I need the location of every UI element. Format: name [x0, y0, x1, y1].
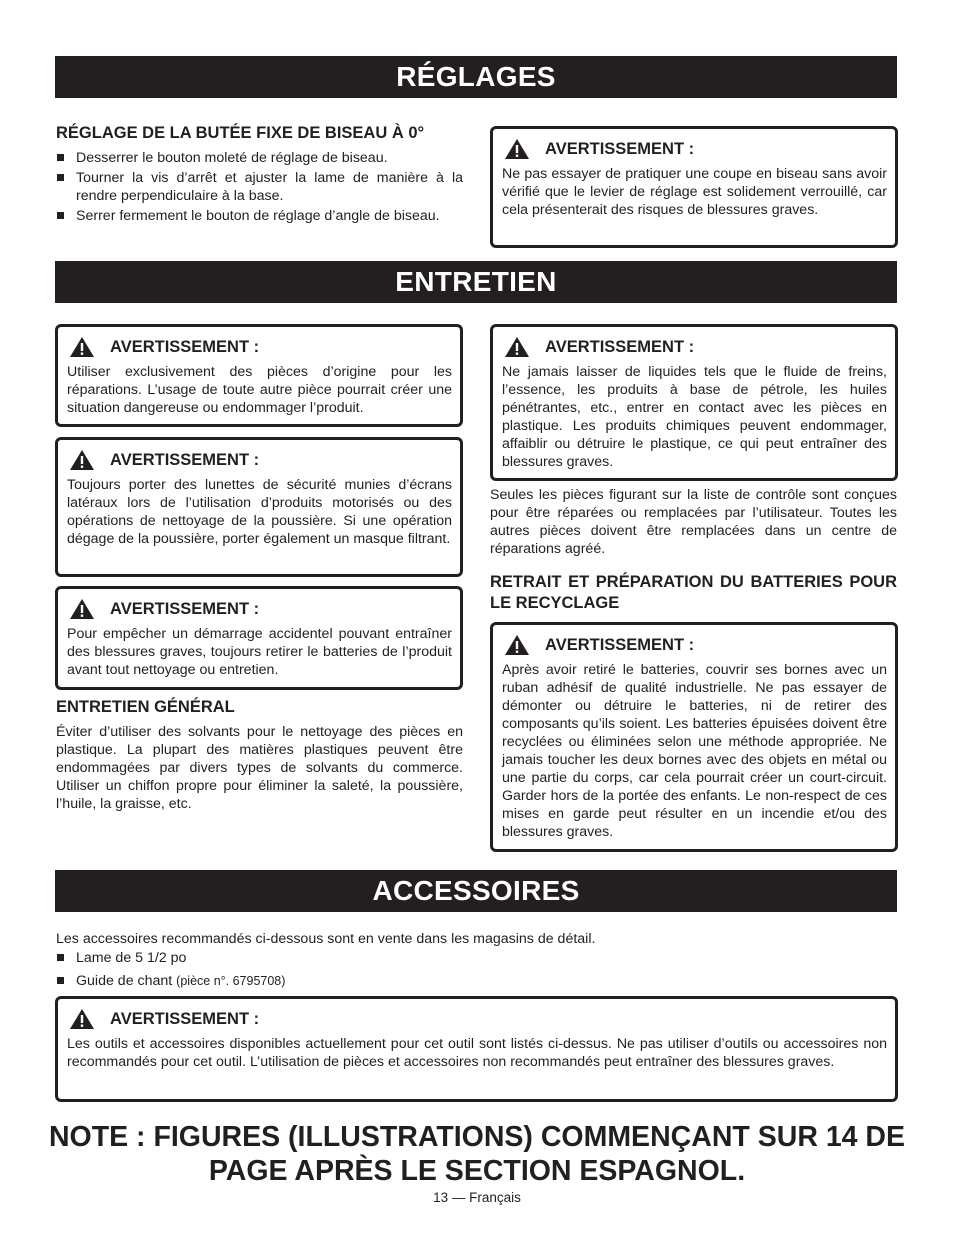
entretien-general-head: ENTRETIEN GÉNÉRAL: [56, 698, 235, 716]
figures-note-line2: PAGE APRÈS LE SECTION ESPAGNOL.: [208, 1155, 746, 1187]
warning-title: AVERTISSEMENT :: [110, 450, 260, 469]
reglages-subhead: RÉGLAGE DE LA BUTÉE FIXE DE BISEAU À 0°: [56, 124, 425, 142]
list-item-text: Lame de 5 1/2 po: [76, 950, 187, 966]
warning-triangle-icon: [504, 336, 530, 358]
list-item: [56, 149, 463, 167]
warning-title: AVERTISSEMENT :: [110, 1009, 260, 1028]
list-item-text: Serrer fermement le bouton de réglage d’angle de biseau.: [76, 208, 440, 224]
warning-box-safety-glasses: [55, 437, 463, 577]
warning-text: Ne jamais laisser de liquides tels que le fluide de freins, l’essence, les produits à base de pétrole, les huiles pénétrantes, etc., entrer en contact avec les pièces en plastique. Les produits chimiques peuvent endommager, affaiblir ou détruire le plastique, ce qui peut entraîner des blessures graves.: [502, 364, 887, 470]
entretien-parts-text: Seules les pièces figurant sur la liste de contrôle sont conçues pour être réparées ou remplacées par l’utilisateur. Toutes les autres pièces doivent être remplacées dans un centre de réparations agréé.: [490, 487, 897, 557]
figures-note: [40, 1120, 914, 1188]
list-item-text: Guide de chant: [76, 973, 177, 989]
square-bullet-icon: [57, 174, 64, 181]
page-footer: 13 — Français: [433, 1190, 521, 1205]
square-bullet-icon: [57, 154, 64, 161]
square-bullet-icon: [57, 954, 64, 961]
warning-box-accidental-start: [55, 586, 463, 690]
warning-title: AVERTISSEMENT :: [110, 599, 260, 618]
warning-title: AVERTISSEMENT :: [545, 635, 695, 654]
warning-title: AVERTISSEMENT :: [545, 139, 695, 158]
square-bullet-icon: [57, 977, 64, 984]
list-item-text: Tourner la vis d’arrêt et ajuster la lame de manière à la rendre perpendiculaire à la base.: [76, 170, 463, 204]
list-item: [56, 207, 463, 225]
list-item: [56, 949, 898, 967]
section-banner-reglages: RÉGLAGES: [55, 56, 897, 98]
section-banner-entretien: ENTRETIEN: [55, 261, 897, 303]
warning-text: Ne pas essayer de pratiquer une coupe en biseau sans avoir vérifié que le levier de réglage est solidement verrouillé, car cela présenterait des risques de blessures graves.: [502, 166, 887, 218]
list-item: [56, 169, 463, 205]
list-item: [56, 972, 898, 990]
entretien-general-text: Éviter d’utiliser des solvants pour le nettoyage des pièces en plastique. La plupart des matières plastiques peuvent être endommagées par divers types de solvants du commerce. Utiliser un chiffon propre pour éliminer la saleté, la poussière, l’huile, la graisse, etc.: [56, 724, 463, 812]
warning-box-accessories: [55, 996, 898, 1102]
recycle-head: RETRAIT ET PRÉPARATION DU BATTERIES POUR LE RECYCLAGE: [490, 573, 897, 612]
warning-text: Après avoir retiré le batteries, couvrir ses bornes avec un ruban adhésif de qualité industrielle. Ne pas essayer de démonter ou détruire le batteries, ni de retirer des composants qu’ils soient. Les batteries épuisées doivent être recyclées ou éliminées selon une méthode appropriée. Ne jamais toucher les deux bornes avec des objets en métal ou une partie du corps, car cela pourrait créer un court-circuit. Garder hors de la portée des enfants. Le non-respect de ces mises en garde peut résulter en un incendie et/ou des blessures graves.: [502, 662, 887, 840]
square-bullet-icon: [57, 212, 64, 219]
warning-triangle-icon: [69, 449, 95, 471]
warning-text: Les outils et accessoires disponibles actuellement pour cet outil sont listés ci-dessus. Ne pas utiliser d’outils ou accessoires non recommandés pour cet outil. L’utilisation de pièces et accessoires non recommandés peut entraîner des blessures graves.: [67, 1036, 887, 1070]
warning-box-original-parts: [55, 324, 463, 427]
warning-box-bevel: [490, 126, 898, 248]
warning-triangle-icon: [69, 1008, 95, 1030]
warning-text: Utiliser exclusivement des pièces d’origine pour les réparations. L’usage de toute autre pièce pourrait créer une situation dangereuse ou endommager l’produit.: [67, 364, 452, 416]
part-number: (pièce n°. 6795708): [176, 974, 286, 988]
warning-text: Pour empêcher un démarrage accidentel pouvant entraîner des blessures graves, toujours retirer le batteries de l’produit avant tout nettoyage ou entretien.: [67, 626, 452, 678]
section-banner-accessoires: ACCESSOIRES: [55, 870, 897, 912]
accessoires-list: [56, 949, 898, 992]
figures-note-line1: NOTE : FIGURES (ILLUSTRATIONS) COMMENÇANT SUR 14 DE: [48, 1121, 906, 1153]
warning-title: AVERTISSEMENT :: [545, 337, 695, 356]
warning-title: AVERTISSEMENT :: [110, 337, 260, 356]
warning-box-liquids: [490, 324, 898, 481]
warning-box-battery-recycling: [490, 622, 898, 852]
reglages-bullet-list: [56, 149, 463, 227]
accessoires-intro: Les accessoires recommandés ci-dessous sont en vente dans les magasins de détail.: [56, 931, 596, 947]
warning-triangle-icon: [69, 336, 95, 358]
warning-triangle-icon: [504, 138, 530, 160]
list-item-text: Desserrer le bouton moleté de réglage de biseau.: [76, 150, 388, 166]
warning-text: Toujours porter des lunettes de sécurité munies d’écrans latéraux lors de l’utilisation d’produits motorisés ou des opérations de nettoyage de la poussière. Si une opération dégage de la poussière, porter également un masque filtrant.: [67, 477, 452, 547]
warning-triangle-icon: [504, 634, 530, 656]
warning-triangle-icon: [69, 598, 95, 620]
